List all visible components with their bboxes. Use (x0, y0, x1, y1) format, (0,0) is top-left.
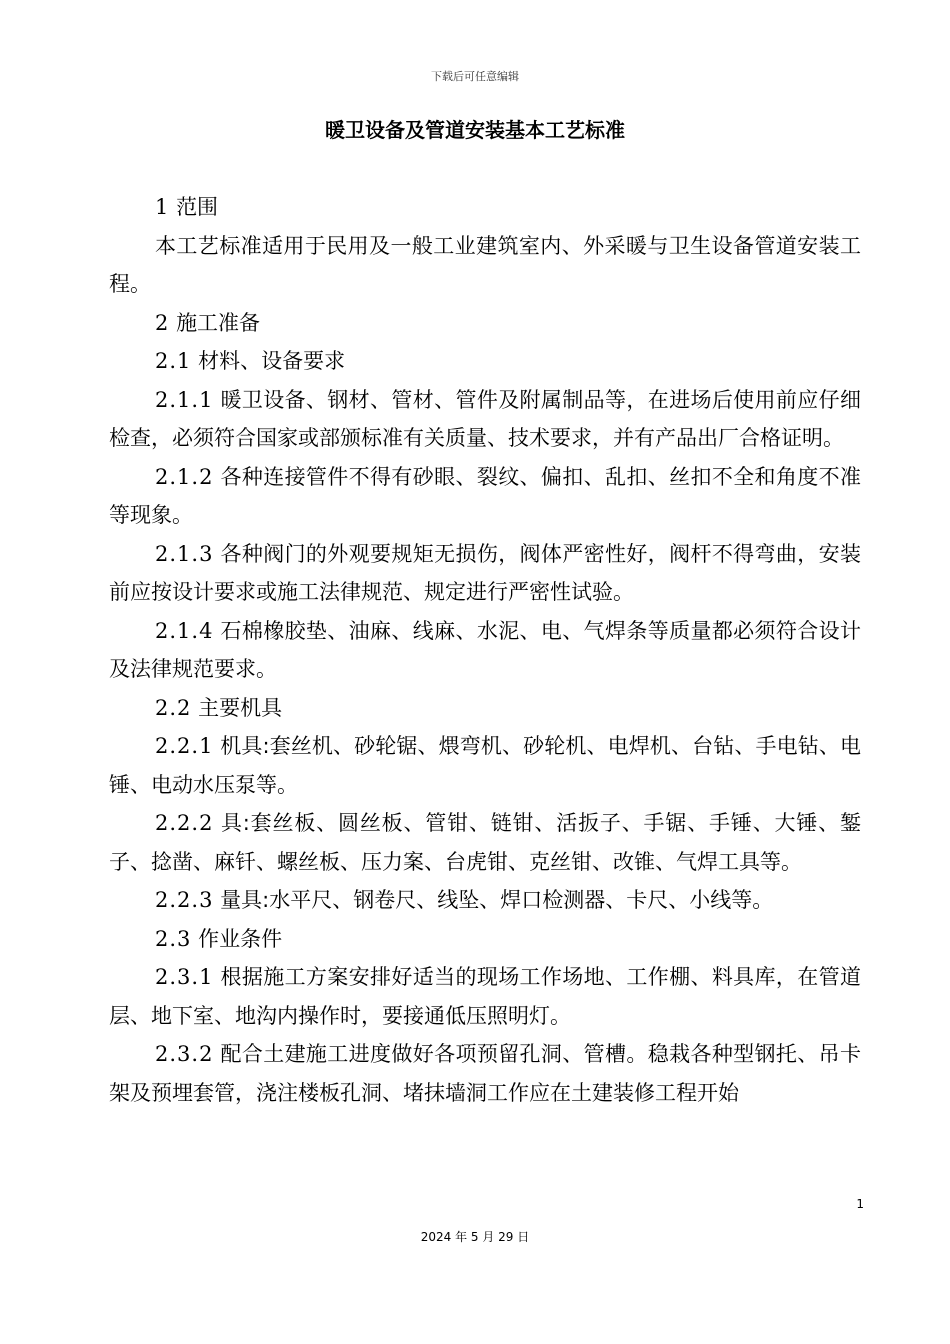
paragraph-text: 具:套丝板、圆丝板、管钳、链钳、活扳子、手锯、手锤、大锤、錾子、捻凿、麻钎、螺丝板、压力案、台虎钳、克丝钳、改锥、气焊工具等。 (109, 811, 861, 874)
paragraph-text: 暖卫设备、钢材、管材、管件及附属制品等，在进场后使用前应仔细检查，必须符合国家或部颁标准有关质量、技术要求，并有产品出厂合格证明。 (109, 387, 861, 450)
paragraph (109, 188, 861, 227)
section-number: 2.3.1 (155, 965, 214, 989)
paragraph-text: 各种连接管件不得有砂眼、裂纹、偏扣、乱扣、丝扣不全和角度不准等现象。 (109, 464, 861, 527)
header-note: 下载后可任意编辑 (431, 70, 519, 83)
section-number: 2 (155, 310, 170, 335)
paragraph (109, 458, 861, 535)
paragraph-text: 根据施工方案安排好适当的现场工作场地、工作棚、料具库，在管道层、地下室、地沟内操作时，要接通低压照明灯。 (109, 965, 861, 1028)
paragraph-text: 本工艺标准适用于民用及一般工业建筑室内、外采暖与卫生设备管道安装工程。 (109, 233, 861, 296)
paragraph-text: 施工准备 (176, 310, 261, 335)
paragraph-text: 各种阀门的外观要规矩无损伤，阀体严密性好，阀杆不得弯曲，安装前应按设计要求或施工法律规范、规定进行严密性试验。 (109, 541, 861, 604)
document-body (109, 188, 861, 1112)
paragraph (109, 689, 861, 728)
paragraph (109, 535, 861, 612)
paragraph-text: 范围 (176, 195, 219, 219)
section-number: 2.3.2 (155, 1042, 214, 1066)
footer-date: 2024 年 5 月 29 日 (420, 1230, 530, 1244)
paragraph (109, 958, 861, 1035)
section-number: 2.1 (155, 349, 192, 373)
paragraph (109, 612, 861, 689)
paragraph (109, 381, 861, 458)
paragraph-text: 作业条件 (198, 926, 283, 951)
paragraph-text: 材料、设备要求 (198, 349, 346, 373)
section-number: 2.2.1 (155, 734, 214, 758)
section-number: 2.1.4 (155, 618, 214, 643)
paragraph (109, 881, 861, 920)
section-number: 2.1.3 (155, 541, 214, 566)
paragraph (109, 727, 861, 804)
section-number: 1 (155, 195, 170, 219)
section-number: 2.1.2 (155, 464, 214, 489)
paragraph (109, 1035, 861, 1112)
paragraph (109, 227, 861, 304)
section-number: 2.1.1 (155, 387, 214, 412)
page-number: 1 (856, 1197, 864, 1211)
paragraph-text: 机具:套丝机、砂轮锯、煨弯机、砂轮机、电焊机、台钻、手电钻、电锤、电动水压泵等。 (109, 734, 861, 797)
section-number: 2.2 (155, 695, 192, 720)
paragraph (109, 804, 861, 881)
paragraph-text: 量具:水平尺、钢卷尺、线坠、焊口检测器、卡尺、小线等。 (220, 888, 774, 912)
paragraph (109, 304, 861, 343)
section-number: 2.2.3 (155, 888, 214, 912)
paragraph-text: 配合土建施工进度做好各项预留孔洞、管槽。稳栽各种型钢托、吊卡架及预埋套管，浇注楼板孔洞、堵抹墙洞工作应在土建装修工程开始 (109, 1042, 861, 1105)
paragraph-text: 石棉橡胶垫、油麻、线麻、水泥、电、气焊条等质量都必须符合设计及法律规范要求。 (109, 618, 861, 681)
paragraph (109, 342, 861, 381)
section-number: 2.3 (155, 926, 192, 951)
paragraph (109, 920, 861, 959)
document-title: 暖卫设备及管道安装基本工艺标准 (325, 118, 625, 142)
paragraph-text: 主要机具 (198, 695, 283, 720)
section-number: 2.2.2 (155, 811, 214, 835)
